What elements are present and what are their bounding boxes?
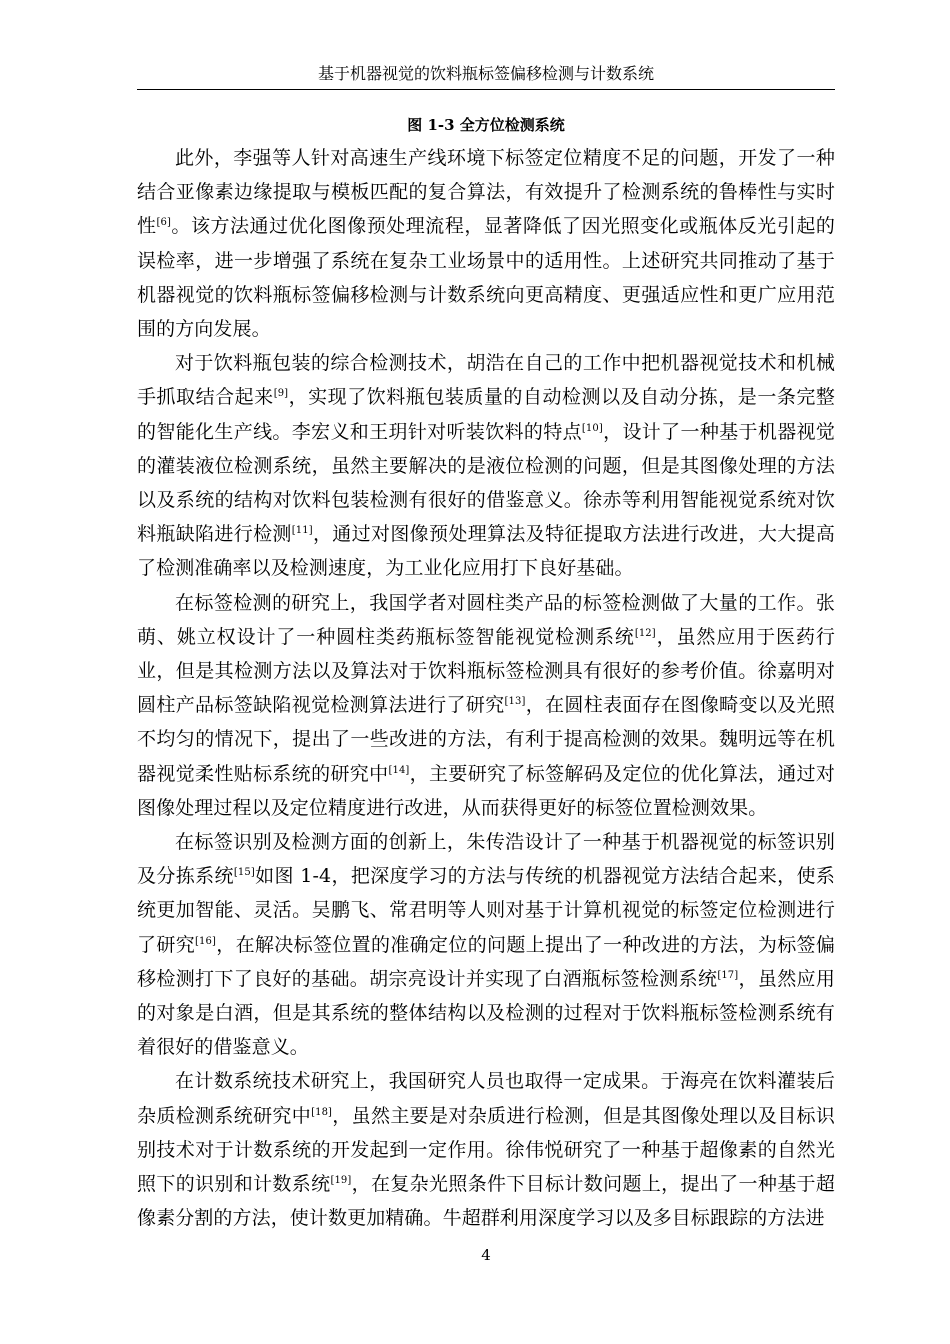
citation-ref: [13]	[504, 696, 526, 708]
paragraph-text: ，虽然应用于医药行业，但是其检测方法以及算法对于饮料瓶标签检测具有很好的参考价值。徐嘉明对圆柱产品标签缺陷视觉检测算法进行了研究	[137, 625, 835, 717]
citation-ref: [14]	[388, 764, 410, 776]
citation-ref: [16]	[195, 935, 216, 947]
paragraph-text: ，通过对图像预处理算法及特征提取方法进行改进，大大提高了检测准确率以及检测速度，为工业化应用打下良好基础。	[137, 523, 835, 580]
paragraph-text: ，在圆柱表面存在图像畸变以及光照不均匀的情况下，提出了一些改进的方法，有利于提高检测的效果。魏明远等在机器视觉柔性贴标系统的研究中	[137, 694, 835, 785]
citation-ref: [17]	[717, 969, 739, 981]
paragraph-text: 如图 1-4，把深度学习的方法与传统的机器视觉方法结合起来，使系统更加智能、灵活。吴鹏飞、常君明等人则对基于计算机视觉的标签定位检测进行了研究	[137, 865, 835, 956]
paragraph-text: ，虽然应用的对象是白酒，但是其系统的整体结构以及检测的过程对于饮料瓶标签检测系统有着很好的借鉴意义。	[137, 967, 835, 1059]
citation-ref: [6]	[156, 217, 171, 229]
citation-ref: [10]	[581, 422, 603, 434]
citation-ref: [11]	[291, 525, 313, 537]
paragraph-text: 此外，李强等人针对高速生产线环境下标签定位精度不足的问题，开发了一种结合亚像素边缘提取与模板匹配的复合算法，有效提升了检测系统的鲁棒性与实时性	[137, 147, 835, 238]
page-number: 4	[481, 1246, 491, 1264]
body-text	[137, 141, 835, 1236]
paragraph	[137, 825, 835, 1064]
paragraph-text: 对于饮料瓶包装的综合检测技术，胡浩在自己的工作中把机器视觉技术和机械手抓取结合起来	[137, 352, 835, 409]
paragraph-text: 。该方法通过优化图像预处理流程，显著降低了因光照变化或瓶体反光引起的误检率，进一步增强了系统在复杂工业场景中的适用性。上述研究共同推动了基于机器视觉的饮料瓶标签偏移检测与计数系统向更高精度、更强适应性和更广应用范围的方向发展。	[137, 215, 835, 341]
paragraph	[137, 1064, 835, 1235]
paragraph	[137, 141, 835, 346]
paragraph-text: ，在解决标签位置的准确定位的问题上提出了一种改进的方法，为标签偏移检测打下了良好的基础。胡宗亮设计并实现了白酒瓶标签检测系统	[137, 933, 836, 990]
citation-ref: [19]	[330, 1175, 352, 1187]
paragraph-text: ，设计了一种基于机器视觉的灌装液位检测系统，虽然主要解决的是液位检测的问题，但是其图像处理的方法以及系统的结构对饮料包装检测有很好的借鉴意义。徐赤等利用智能视觉系统对饮料瓶缺陷进行检测	[137, 420, 835, 546]
citation-ref: [15]	[233, 867, 255, 879]
running-header: 基于机器视觉的饮料瓶标签偏移检测与计数系统	[137, 64, 835, 90]
paragraph-text: ，实现了饮料瓶包装质量的自动检测以及自动分拣，是一条完整的智能化生产线。李宏义和王玥针对听装饮料的特点	[137, 386, 836, 443]
paragraph-text: 在标签检测的研究上，我国学者对圆柱类产品的标签检测做了大量的工作。张萌、姚立权设计了一种圆柱类药瓶标签智能视觉检测系统	[137, 591, 835, 648]
citation-ref: [9]	[273, 388, 289, 400]
paragraph-text: ，在复杂光照条件下目标计数问题上，提出了一种基于超像素分割的方法，使计数更加精确。牛超群利用深度学习以及多目标跟踪的方法进	[137, 1173, 835, 1230]
citation-ref: [18]	[311, 1106, 333, 1118]
paragraph	[137, 346, 835, 585]
paragraph-text: 在计数系统技术研究上，我国研究人员也取得一定成果。于海亮在饮料灌装后杂质检测系统研究中	[137, 1070, 835, 1127]
paragraph-text: ，主要研究了标签解码及定位的优化算法，通过对图像处理过程以及定位精度进行改进，从而获得更好的标签位置检测效果。	[137, 762, 835, 819]
figure-caption: 图 1-3 全方位检测系统	[407, 116, 565, 134]
paragraph	[137, 586, 835, 825]
citation-ref: [12]	[634, 627, 656, 639]
paragraph-text: ，虽然主要是对杂质进行检测，但是其图像处理以及目标识别技术对于计数系统的开发起到一定作用。徐伟悦研究了一种基于超像素的自然光照下的识别和计数系统	[137, 1104, 835, 1196]
paragraph-text: 在标签识别及检测方面的创新上，朱传浩设计了一种基于机器视觉的标签识别及分拣系统	[137, 831, 835, 888]
